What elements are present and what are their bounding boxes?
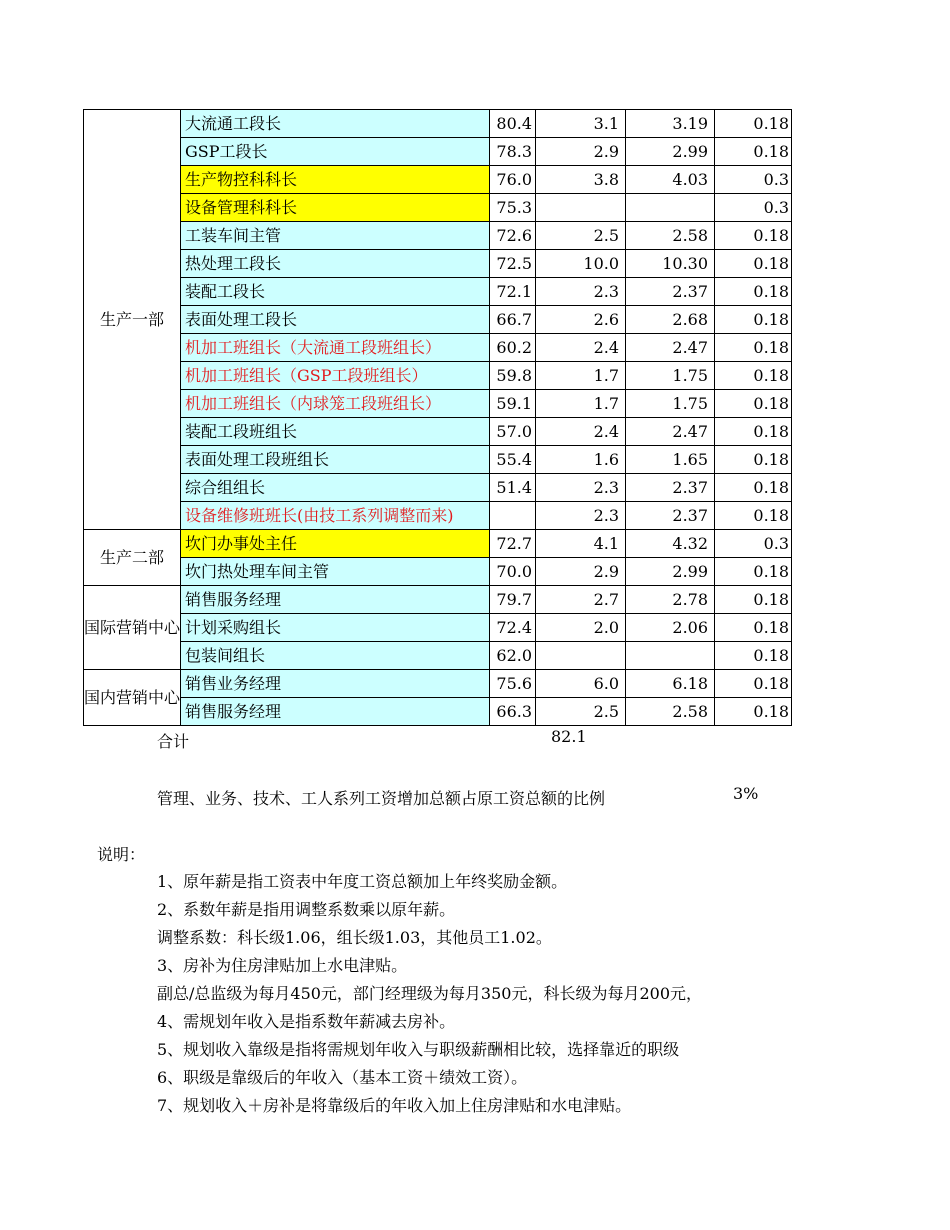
- value-cell: 2.3: [536, 278, 626, 306]
- value-cell: 2.3: [536, 474, 626, 502]
- table-row: [84, 502, 792, 530]
- position-cell: 装配工段长: [181, 278, 490, 306]
- value-cell: 2.6: [536, 306, 626, 334]
- value-cell: 2.5: [536, 698, 626, 726]
- ratio-value: 3%: [733, 784, 759, 803]
- table-row: [84, 474, 792, 502]
- department-cell: 国际营销中心: [84, 586, 181, 670]
- table-row: [84, 418, 792, 446]
- coefficient-cell: 0.18: [715, 278, 792, 306]
- coefficient-cell: 0.3: [715, 530, 792, 558]
- value-cell: 3.1: [536, 110, 626, 138]
- table-row: [84, 530, 792, 558]
- position-cell: 机加工班组长（GSP工段班组长）: [181, 362, 490, 390]
- salary-table: [83, 109, 792, 726]
- table-row: [84, 250, 792, 278]
- value-cell: 2.4: [536, 418, 626, 446]
- position-cell: 销售服务经理: [181, 698, 490, 726]
- position-cell: GSP工段长: [181, 138, 490, 166]
- score-cell: 57.0: [490, 418, 536, 446]
- adjusted-value-cell: 2.37: [626, 474, 715, 502]
- coefficient-cell: 0.18: [715, 250, 792, 278]
- table-row: [84, 222, 792, 250]
- coefficient-cell: 0.18: [715, 586, 792, 614]
- coefficient-cell: 0.18: [715, 110, 792, 138]
- position-cell: 机加工班组长（内球笼工段班组长）: [181, 390, 490, 418]
- coefficient-cell: 0.18: [715, 642, 792, 670]
- total-value: 82.1: [551, 727, 587, 746]
- coefficient-cell: 0.3: [715, 194, 792, 222]
- value-cell: 1.7: [536, 390, 626, 418]
- position-label: 设备维修班班长(由技工系列调整而来): [185, 506, 454, 525]
- table-row: [84, 614, 792, 642]
- total-label: 合计: [157, 732, 190, 751]
- note-line: 6、职级是靠级后的年收入（基本工资＋绩效工资）。: [157, 1068, 528, 1087]
- score-cell: 59.8: [490, 362, 536, 390]
- table-row: [84, 670, 792, 698]
- value-cell: 2.9: [536, 138, 626, 166]
- score-cell: 59.1: [490, 390, 536, 418]
- table-row: [84, 194, 792, 222]
- value-cell: 6.0: [536, 670, 626, 698]
- score-cell: 75.3: [490, 194, 536, 222]
- coefficient-cell: 0.18: [715, 390, 792, 418]
- table-row: [84, 586, 792, 614]
- score-cell: 70.0: [490, 558, 536, 586]
- adjusted-value-cell: 2.99: [626, 558, 715, 586]
- score-cell: 72.5: [490, 250, 536, 278]
- position-cell: 表面处理工段班组长: [181, 446, 490, 474]
- score-cell: 76.0: [490, 166, 536, 194]
- adjusted-value-cell: 2.37: [626, 502, 715, 530]
- value-cell: 2.3: [536, 502, 626, 530]
- coefficient-cell: 0.18: [715, 698, 792, 726]
- note-line: 4、需规划年收入是指系数年薪减去房补。: [157, 1012, 456, 1031]
- department-cell: 国内营销中心: [84, 670, 181, 726]
- coefficient-cell: 0.18: [715, 418, 792, 446]
- adjusted-value-cell: 2.47: [626, 334, 715, 362]
- position-cell: 设备管理科科长: [181, 194, 490, 222]
- position-cell: 坎门热处理车间主管: [181, 558, 490, 586]
- position-cell: 热处理工段长: [181, 250, 490, 278]
- adjusted-value-cell: 6.18: [626, 670, 715, 698]
- score-cell: 79.7: [490, 586, 536, 614]
- table-row: [84, 306, 792, 334]
- note-line: 2、系数年薪是指用调整系数乘以原年薪。: [157, 900, 456, 919]
- value-cell: 4.1: [536, 530, 626, 558]
- adjusted-value-cell: 2.47: [626, 418, 715, 446]
- value-cell: [536, 194, 626, 222]
- score-cell: 62.0: [490, 642, 536, 670]
- table-row: [84, 698, 792, 726]
- position-cell: 包装间组长: [181, 642, 490, 670]
- table-row: [84, 390, 792, 418]
- coefficient-cell: 0.18: [715, 502, 792, 530]
- ratio-label: 管理、业务、技术、工人系列工资增加总额占原工资总额的比例: [157, 789, 606, 808]
- score-cell: 72.4: [490, 614, 536, 642]
- score-cell: 55.4: [490, 446, 536, 474]
- score-cell: 51.4: [490, 474, 536, 502]
- adjusted-value-cell: 3.19: [626, 110, 715, 138]
- table-row: [84, 446, 792, 474]
- adjusted-value-cell: [626, 194, 715, 222]
- coefficient-cell: 0.3: [715, 166, 792, 194]
- value-cell: [536, 642, 626, 670]
- coefficient-cell: 0.18: [715, 474, 792, 502]
- note-line: 5、规划收入靠级是指将需规划年收入与职级薪酬相比较，选择靠近的职级: [157, 1040, 680, 1059]
- score-cell: 72.7: [490, 530, 536, 558]
- note-line: 1、原年薪是指工资表中年度工资总额加上年终奖励金额。: [157, 872, 568, 891]
- score-cell: [490, 502, 536, 530]
- note-line: 7、规划收入＋房补是将靠级后的年收入加上住房津贴和水电津贴。: [157, 1096, 632, 1115]
- coefficient-cell: 0.18: [715, 446, 792, 474]
- adjusted-value-cell: 4.03: [626, 166, 715, 194]
- score-cell: 66.7: [490, 306, 536, 334]
- position-cell: 销售业务经理: [181, 670, 490, 698]
- position-cell: 机加工班组长（大流通工段班组长）: [181, 334, 490, 362]
- value-cell: 3.8: [536, 166, 626, 194]
- adjusted-value-cell: [626, 642, 715, 670]
- coefficient-cell: 0.18: [715, 670, 792, 698]
- value-cell: 10.0: [536, 250, 626, 278]
- adjusted-value-cell: 2.58: [626, 698, 715, 726]
- coefficient-cell: 0.18: [715, 138, 792, 166]
- value-cell: 2.5: [536, 222, 626, 250]
- department-cell: 生产二部: [84, 530, 181, 586]
- score-cell: 75.6: [490, 670, 536, 698]
- value-cell: 2.7: [536, 586, 626, 614]
- department-cell: 生产一部: [84, 110, 181, 530]
- value-cell: 2.4: [536, 334, 626, 362]
- position-cell: [181, 502, 490, 530]
- table-row: [84, 166, 792, 194]
- adjusted-value-cell: 2.37: [626, 278, 715, 306]
- coefficient-cell: 0.18: [715, 306, 792, 334]
- note-line: 调整系数：科长级1.06，组长级1.03，其他员工1.02。: [157, 928, 552, 947]
- position-cell: 计划采购组长: [181, 614, 490, 642]
- position-cell: 坎门办事处主任: [181, 530, 490, 558]
- note-line: 3、房补为住房津贴加上水电津贴。: [157, 956, 408, 975]
- position-cell: 销售服务经理: [181, 586, 490, 614]
- notes-heading: 说明：: [97, 845, 146, 864]
- position-cell: 工装车间主管: [181, 222, 490, 250]
- adjusted-value-cell: 2.06: [626, 614, 715, 642]
- score-cell: 66.3: [490, 698, 536, 726]
- score-cell: 78.3: [490, 138, 536, 166]
- coefficient-cell: 0.18: [715, 614, 792, 642]
- value-cell: 1.7: [536, 362, 626, 390]
- salary-table-body: [84, 110, 792, 726]
- position-cell: 表面处理工段长: [181, 306, 490, 334]
- coefficient-cell: 0.18: [715, 222, 792, 250]
- position-cell: 大流通工段长: [181, 110, 490, 138]
- table-row: [84, 362, 792, 390]
- note-line: 副总/总监级为每月450元，部门经理级为每月350元，科长级为每月200元，: [157, 984, 703, 1003]
- adjusted-value-cell: 1.75: [626, 362, 715, 390]
- table-row: [84, 278, 792, 306]
- table-row: [84, 138, 792, 166]
- score-cell: 72.6: [490, 222, 536, 250]
- coefficient-cell: 0.18: [715, 334, 792, 362]
- adjusted-value-cell: 4.32: [626, 530, 715, 558]
- score-cell: 80.4: [490, 110, 536, 138]
- table-row: [84, 334, 792, 362]
- value-cell: 2.9: [536, 558, 626, 586]
- value-cell: 1.6: [536, 446, 626, 474]
- adjusted-value-cell: 10.30: [626, 250, 715, 278]
- coefficient-cell: 0.18: [715, 362, 792, 390]
- adjusted-value-cell: 2.58: [626, 222, 715, 250]
- adjusted-value-cell: 1.75: [626, 390, 715, 418]
- score-cell: 60.2: [490, 334, 536, 362]
- position-cell: 装配工段班组长: [181, 418, 490, 446]
- table-row: [84, 110, 792, 138]
- adjusted-value-cell: 1.65: [626, 446, 715, 474]
- coefficient-cell: 0.18: [715, 558, 792, 586]
- adjusted-value-cell: 2.99: [626, 138, 715, 166]
- adjusted-value-cell: 2.78: [626, 586, 715, 614]
- position-cell: 综合组组长: [181, 474, 490, 502]
- table-row: [84, 642, 792, 670]
- table-row: [84, 558, 792, 586]
- value-cell: 2.0: [536, 614, 626, 642]
- position-cell: 生产物控科科长: [181, 166, 490, 194]
- adjusted-value-cell: 2.68: [626, 306, 715, 334]
- score-cell: 72.1: [490, 278, 536, 306]
